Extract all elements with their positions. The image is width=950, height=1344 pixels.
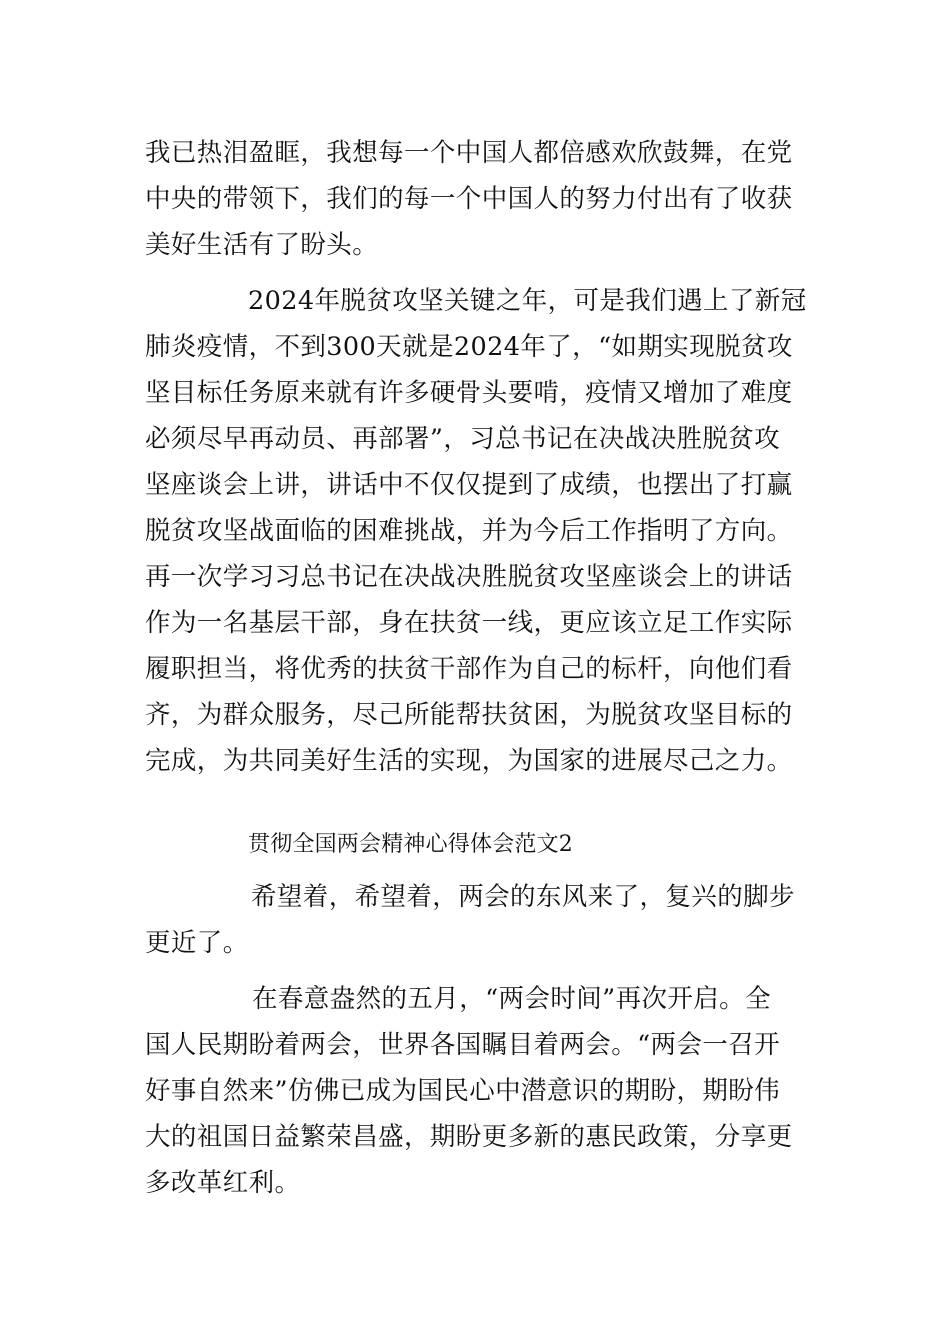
paragraph-3-line-2: 更近了。 <box>145 928 249 958</box>
paragraph-1-line-2: 中央的带领下，我们的每一个中国人的努力付出有了收获 <box>145 184 793 214</box>
paragraph-2-line-11: 完成，为共同美好生活的实现，为国家的进展尽己之力。 <box>145 746 793 776</box>
paragraph-4-line-5: 多改革红利。 <box>145 1168 301 1198</box>
paragraph-2-line-5: 坚座谈会上讲，讲话中不仅仅提到了成绩，也摆出了打赢 <box>145 470 793 500</box>
paragraph-4-line-4: 大的祖国日益繁荣昌盛，期盼更多新的惠民政策，分享更 <box>145 1122 793 1152</box>
paragraph-2-line-6: 脱贫攻坚战面临的困难挑战，并为今后工作指明了方向。 <box>145 516 793 546</box>
paragraph-4-line-1: 在春意盎然的五月，“两会时间”再次开启。全 <box>252 984 771 1014</box>
paragraph-2-line-10: 齐，为群众服务，尽己所能帮扶贫困，为脱贫攻坚目标的 <box>145 700 793 730</box>
paragraph-2-line-8: 作为一名基层干部，身在扶贫一线，更应该立足工作实际 <box>145 608 793 638</box>
paragraph-2-line-4: 必须尽早再动员、再部署”，习总书记在决战决胜脱贫攻 <box>145 424 781 454</box>
section-heading: 贯彻全国两会精神心得体会范文2 <box>248 832 573 857</box>
paragraph-2-line-9: 履职担当，将优秀的扶贫干部作为自己的标杆，向他们看 <box>145 654 793 684</box>
paragraph-2-line-3: 坚目标任务原来就有许多硬骨头要啃，疫情又增加了难度 <box>145 378 793 408</box>
paragraph-4-line-3: 好事自然来”仿佛已成为国民心中潜意识的期盼，期盼伟 <box>145 1076 781 1106</box>
paragraph-1-line-1: 我已热泪盈眶，我想每一个中国人都倍感欢欣鼓舞，在党 <box>145 138 793 168</box>
paragraph-1-line-3: 美好生活有了盼头。 <box>145 230 379 260</box>
paragraph-2-line-7: 再一次学习习总书记在决战决胜脱贫攻坚座谈会上的讲话 <box>145 562 793 592</box>
paragraph-2-line-1: 2024年脱贫攻坚关键之年，可是我们遇上了新冠 <box>248 286 807 316</box>
paragraph-4-line-2: 国人民期盼着两会，世界各国瞩目着两会。“两会一召开 <box>145 1030 781 1060</box>
paragraph-3-line-1: 希望着，希望着，两会的东风来了，复兴的脚步 <box>251 882 795 912</box>
paragraph-2-line-2: 肺炎疫情，不到300天就是2024年了，“如期实现脱贫攻 <box>145 332 793 362</box>
